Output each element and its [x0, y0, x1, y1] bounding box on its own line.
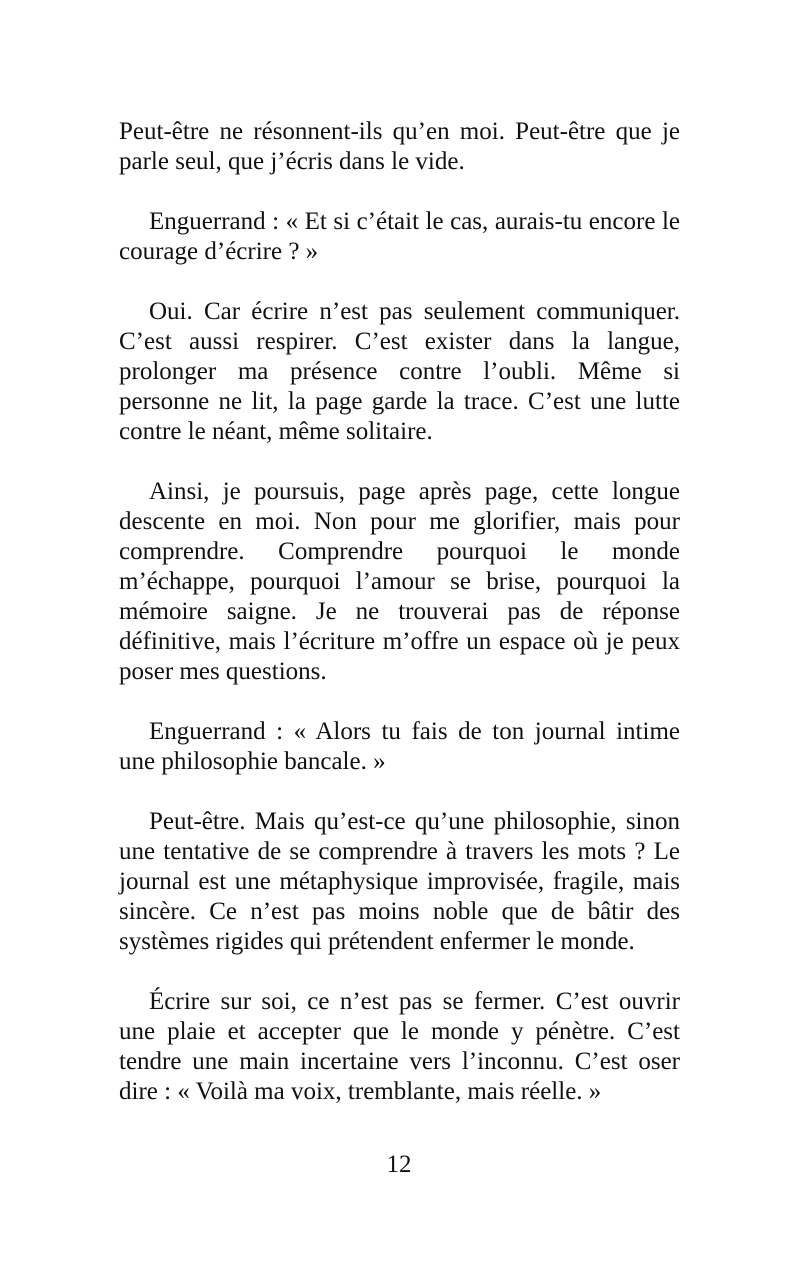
paragraph: Enguerrand : « Alors tu fais de ton journal intime une philosophie bancale. »	[119, 718, 680, 775]
paragraph: Ainsi, je poursuis, page après page, cette longue descente en moi. Non pour me glorifier, mais pour comprendre. Comprendre pourquoi le monde m’échappe, pourquoi l’amour se brise, pourquoi la mémoire saigne. Je ne trouverai pas de réponse définitive, mais l’écriture m’offre un espace où je peux poser mes questions.	[119, 478, 680, 685]
paragraph: Écrire sur soi, ce n’est pas se fermer. C’est ouvrir une plaie et accepter que le monde y pénètre. C’est tendre une main incertaine vers l’inconnu. C’est oser dire : « Voilà ma voix, tremblante, mais réelle. »	[119, 988, 680, 1105]
page-number: 12	[386, 1151, 412, 1178]
paragraph: Peut-être. Mais qu’est-ce qu’une philosophie, sinon une tentative de se comprendre à travers les mots ? Le journal est une métaphysique improvisée, fragile, mais sincère. Ce n’est pas moins noble que de bâtir des systèmes rigides qui prétendent enfermer le monde.	[119, 808, 680, 955]
body-text	[119, 117, 680, 1107]
paragraph: Peut-être ne résonnent-ils qu’en moi. Peut-être que je parle seul, que j’écris dans le vide.	[119, 118, 680, 175]
paragraph: Oui. Car écrire n’est pas seulement communiquer. C’est aussi respirer. C’est exister dans la langue, prolonger ma présence contre l’oubli. Même si personne ne lit, la page garde la trace. C’est une lutte contre le néant, même solitaire.	[119, 298, 680, 445]
paragraph: Enguerrand : « Et si c’était le cas, aurais-tu encore le courage d’écrire ? »	[119, 208, 680, 265]
